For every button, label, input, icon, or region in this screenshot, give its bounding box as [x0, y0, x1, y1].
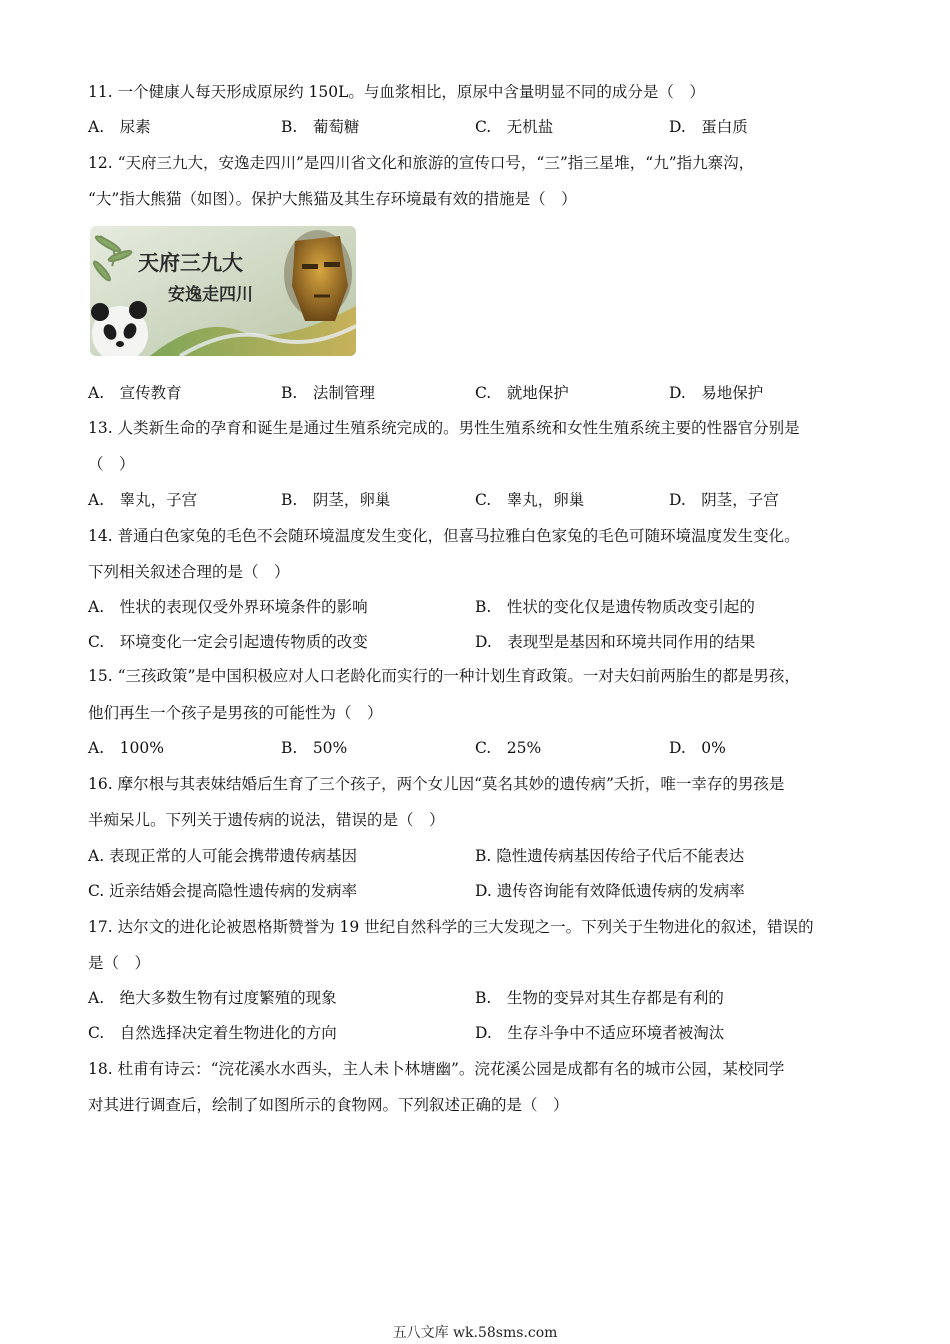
q12-option-a: A. 宣传教育: [88, 384, 182, 402]
q17-stem-line1: 17. 达尔文的进化论被恩格斯赞誉为 19 世纪自然科学的三大发现之一。下列关于生物进化的叙述，错误的: [88, 918, 814, 936]
q14-stem-line1: 14. 普通白色家兔的毛色不会随环境温度发生变化，但喜马拉雅白色家兔的毛色可随环境温度发生变化。: [88, 527, 800, 545]
q14-option-d: D. 表现型是基因和环境共同作用的结果: [475, 633, 756, 651]
q11-option-c: C. 无机盐: [475, 118, 554, 136]
q12-option-b: B. 法制管理: [281, 384, 375, 402]
q11-stem: 11. 一个健康人每天形成原尿约 150L。与血浆相比，原尿中含量明显不同的成分是（ ）: [88, 83, 705, 101]
q17-option-b: B. 生物的变异对其生存都是有利的: [475, 989, 724, 1007]
q14-option-b: B. 性状的变化仅是遗传物质改变引起的: [475, 598, 755, 616]
q18-stem-line2: 对其进行调查后，绘制了如图所示的食物网。下列叙述正确的是（ ）: [88, 1096, 569, 1114]
q16-stem-line2: 半痴呆儿。下列关于遗传病的说法，错误的是（ ）: [88, 811, 445, 829]
q15-option-b: B. 50%: [281, 739, 348, 757]
q13-option-a: A. 睾丸，子宫: [88, 491, 198, 509]
sichuan-tourism-banner-image: [90, 226, 356, 356]
q15-option-a: A. 100%: [88, 739, 164, 757]
q11-option-d: D. 蛋白质: [669, 118, 748, 136]
banner-slogan-line1: 天府三九大: [138, 251, 243, 275]
q16-option-b: B. 隐性遗传病基因传给子代后不能表达: [475, 847, 745, 865]
q12-option-d: D. 易地保护: [669, 384, 764, 402]
q14-stem-line2: 下列相关叙述合理的是（ ）: [88, 563, 290, 581]
q13-option-c: C. 睾丸，卵巢: [475, 491, 585, 509]
q16-option-c: C. 近亲结婚会提高隐性遗传病的发病率: [88, 882, 358, 900]
q16-option-a: A. 表现正常的人可能会携带遗传病基因: [88, 847, 358, 865]
q17-option-a: A. 绝大多数生物有过度繁殖的现象: [88, 989, 337, 1007]
q16-option-d: D. 遗传咨询能有效降低遗传病的发病率: [475, 882, 745, 900]
q17-stem-line2: 是（ ）: [88, 954, 151, 972]
q12-stem-line1: 12. “天府三九大，安逸走四川”是四川省文化和旅游的宣传口号，“三”指三星堆，“九”指九寨沟，: [88, 154, 755, 172]
q13-stem-line2: （ ）: [88, 455, 135, 473]
q18-stem-line1: 18. 杜甫有诗云：“浣花溪水水西头，主人未卜林塘幽”。浣花溪公园是成都有名的城市公园，某校同学: [88, 1060, 785, 1078]
q15-stem-line1: 15. “三孩政策”是中国积极应对人口老龄化而实行的一种计划生育政策。一对夫妇前两胎生的都是男孩，: [88, 667, 800, 685]
q17-option-c: C. 自然选择决定着生物进化的方向: [88, 1024, 337, 1042]
q11-option-a: A. 尿素: [88, 118, 151, 136]
q17-option-d: D. 生存斗争中不适应环境者被淘汰: [475, 1024, 725, 1042]
banner-slogan-line2: 安逸走四川: [168, 285, 253, 305]
q15-option-d: D. 0%: [669, 739, 726, 757]
q12-stem-line2: “大”指大熊猫（如图）。保护大熊猫及其生存环境最有效的措施是（ ）: [88, 190, 577, 208]
q14-option-c: C. 环境变化一定会引起遗传物质的改变: [88, 633, 368, 651]
q15-stem-line2: 他们再生一个孩子是男孩的可能性为（ ）: [88, 704, 383, 722]
q11-option-b: B. 葡萄糖: [281, 118, 360, 136]
q14-option-a: A. 性状的表现仅受外界环境条件的影响: [88, 598, 368, 616]
q13-option-d: D. 阴茎，子宫: [669, 491, 779, 509]
q12-option-c: C. 就地保护: [475, 384, 569, 402]
q13-option-b: B. 阴茎，卵巢: [281, 491, 391, 509]
footer-watermark: 五八文库 wk.58sms.com: [392, 1325, 558, 1341]
q16-stem-line1: 16. 摩尔根与其表妹结婚后生育了三个孩子，两个女儿因“莫名其妙的遗传病”夭折，唯一幸存的男孩是: [88, 775, 785, 793]
q13-stem-line1: 13. 人类新生命的孕育和诞生是通过生殖系统完成的。男性生殖系统和女性生殖系统主要的性器官分别是: [88, 419, 800, 437]
q15-option-c: C. 25%: [475, 739, 542, 757]
